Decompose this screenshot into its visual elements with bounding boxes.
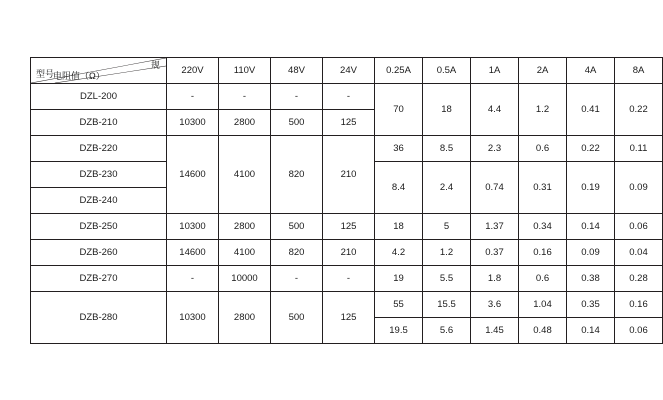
corner-resistance-label: 电阻值（Ω） [53, 71, 105, 81]
cell-4a: 0.14 [567, 318, 615, 344]
table-row [31, 266, 663, 292]
cell-110v: 2800 [219, 110, 271, 136]
cell-1a: 1.37 [471, 214, 519, 240]
cell-220v: 10300 [167, 292, 219, 344]
column-header-220v: 220V [167, 58, 219, 84]
cell-4a: 0.41 [567, 84, 615, 136]
row-model: DZB-230 [31, 162, 167, 188]
cell-48v: - [271, 84, 323, 110]
table-row [31, 292, 663, 318]
cell-220v: 10300 [167, 110, 219, 136]
corner-header-cell [31, 58, 167, 84]
cell-025a: 70 [375, 84, 423, 136]
cell-1a: 3.6 [471, 292, 519, 318]
cell-48v: 500 [271, 292, 323, 344]
cell-4a: 0.14 [567, 214, 615, 240]
cell-1a: 0.74 [471, 162, 519, 214]
cell-8a: 0.04 [615, 240, 663, 266]
cell-1a: 1.45 [471, 318, 519, 344]
cell-24v: - [323, 84, 375, 110]
column-header-110v: 110V [219, 58, 271, 84]
cell-1a: 0.37 [471, 240, 519, 266]
cell-1a: 2.3 [471, 136, 519, 162]
cell-220v: 14600 [167, 240, 219, 266]
cell-8a: 0.16 [615, 292, 663, 318]
cell-2a: 0.31 [519, 162, 567, 214]
table-row [31, 84, 663, 110]
cell-2a: 1.2 [519, 84, 567, 136]
cell-220v: - [167, 266, 219, 292]
column-header-4a: 4A [567, 58, 615, 84]
row-model: DZB-240 [31, 188, 167, 214]
column-header-05a: 0.5A [423, 58, 471, 84]
cell-24v: 125 [323, 292, 375, 344]
cell-05a: 5 [423, 214, 471, 240]
cell-220v: 10300 [167, 214, 219, 240]
cell-4a: 0.19 [567, 162, 615, 214]
cell-48v: 500 [271, 110, 323, 136]
column-header-1a: 1A [471, 58, 519, 84]
cell-8a: 0.06 [615, 318, 663, 344]
cell-05a: 5.6 [423, 318, 471, 344]
cell-24v: 210 [323, 136, 375, 214]
specification-table [30, 57, 663, 344]
cell-220v: 14600 [167, 136, 219, 214]
cell-4a: 0.22 [567, 136, 615, 162]
cell-4a: 0.09 [567, 240, 615, 266]
row-model: DZB-280 [31, 292, 167, 344]
cell-2a: 0.16 [519, 240, 567, 266]
column-header-025a: 0.25A [375, 58, 423, 84]
cell-1a: 4.4 [471, 84, 519, 136]
row-model: DZB-250 [31, 214, 167, 240]
cell-24v: 125 [323, 110, 375, 136]
cell-48v: - [271, 266, 323, 292]
table-row [31, 214, 663, 240]
cell-24v: 125 [323, 214, 375, 240]
cell-8a: 0.06 [615, 214, 663, 240]
row-model: DZB-210 [31, 110, 167, 136]
column-header-48v: 48V [271, 58, 323, 84]
column-header-24v: 24V [323, 58, 375, 84]
cell-025a: 55 [375, 292, 423, 318]
cell-24v: 210 [323, 240, 375, 266]
cell-2a: 0.34 [519, 214, 567, 240]
cell-05a: 8.5 [423, 136, 471, 162]
cell-2a: 0.6 [519, 136, 567, 162]
cell-05a: 15.5 [423, 292, 471, 318]
table-row [31, 240, 663, 266]
cell-05a: 1.2 [423, 240, 471, 266]
column-header-8a: 8A [615, 58, 663, 84]
cell-2a: 0.48 [519, 318, 567, 344]
cell-025a: 36 [375, 136, 423, 162]
row-model: DZB-260 [31, 240, 167, 266]
cell-025a: 19.5 [375, 318, 423, 344]
cell-110v: 2800 [219, 292, 271, 344]
cell-110v: 10000 [219, 266, 271, 292]
row-model: DZB-270 [31, 266, 167, 292]
cell-025a: 19 [375, 266, 423, 292]
cell-1a: 1.8 [471, 266, 519, 292]
cell-05a: 5.5 [423, 266, 471, 292]
cell-025a: 4.2 [375, 240, 423, 266]
row-model: DZB-220 [31, 136, 167, 162]
cell-110v: - [219, 84, 271, 110]
row-model: DZL-200 [31, 84, 167, 110]
cell-48v: 500 [271, 214, 323, 240]
cell-110v: 2800 [219, 214, 271, 240]
cell-110v: 4100 [219, 136, 271, 214]
column-header-2a: 2A [519, 58, 567, 84]
cell-4a: 0.35 [567, 292, 615, 318]
cell-4a: 0.38 [567, 266, 615, 292]
cell-24v: - [323, 266, 375, 292]
cell-48v: 820 [271, 136, 323, 214]
cell-05a: 18 [423, 84, 471, 136]
cell-025a: 8.4 [375, 162, 423, 214]
cell-025a: 18 [375, 214, 423, 240]
cell-2a: 0.6 [519, 266, 567, 292]
cell-110v: 4100 [219, 240, 271, 266]
cell-8a: 0.28 [615, 266, 663, 292]
corner-spec-label: 规 [150, 60, 160, 70]
cell-05a: 2.4 [423, 162, 471, 214]
cell-8a: 0.22 [615, 84, 663, 136]
table-row [31, 136, 663, 162]
cell-48v: 820 [271, 240, 323, 266]
corner-type-label: 型号 [36, 69, 55, 80]
cell-8a: 0.11 [615, 136, 663, 162]
cell-8a: 0.09 [615, 162, 663, 214]
cell-220v: - [167, 84, 219, 110]
cell-2a: 1.04 [519, 292, 567, 318]
